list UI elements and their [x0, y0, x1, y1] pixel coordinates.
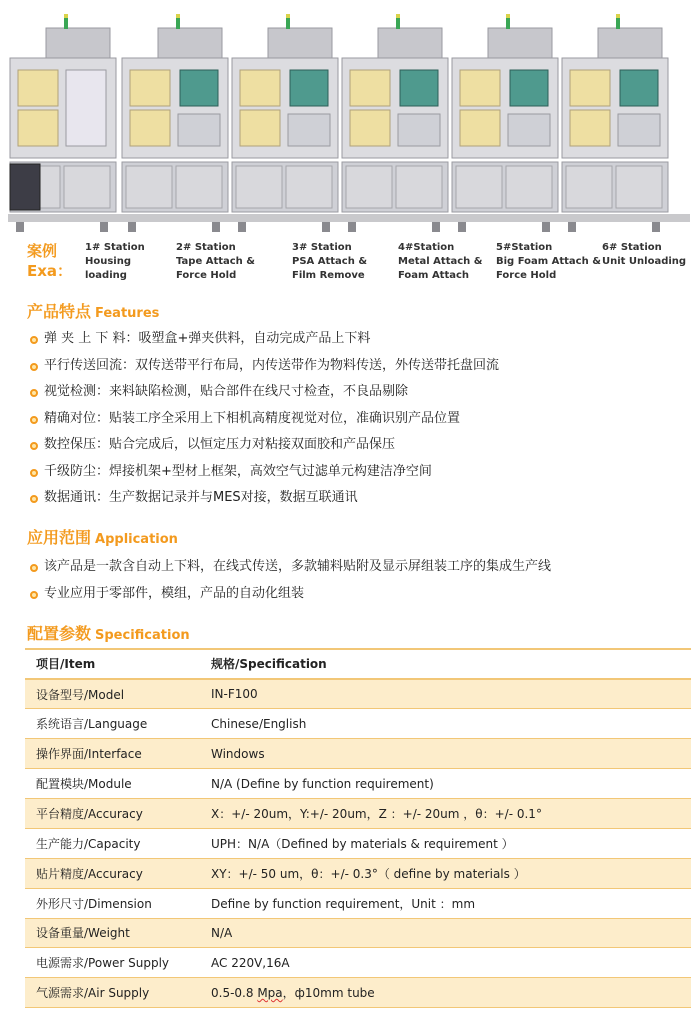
- application-list: [30, 554, 551, 607]
- application-title: [27, 525, 178, 548]
- bullet-icon: [30, 591, 38, 599]
- features-title-zh: 产品特点: [27, 302, 92, 321]
- lower-door: [286, 166, 332, 208]
- cabinet-window: [240, 70, 280, 106]
- foot: [16, 222, 24, 232]
- signal-light-icon: [286, 14, 290, 18]
- table-row: 外形尺寸/Dimension Define by function requirement，Unit ：mm: [25, 888, 691, 918]
- bullet-icon: [30, 442, 38, 450]
- monitor-icon: [180, 70, 218, 106]
- lower-door: [236, 166, 282, 208]
- cabinet-window: [240, 110, 280, 146]
- feature-item: 数控保压：贴合完成后，以恒定压力对粘接双面胶和产品保压: [30, 432, 499, 459]
- foot: [238, 222, 246, 232]
- cabinet-window: [570, 70, 610, 106]
- signal-tower-icon: [64, 17, 68, 29]
- monitor-icon: [620, 70, 658, 106]
- monitor-icon: [400, 70, 438, 106]
- foot: [322, 222, 330, 232]
- lower-door: [566, 166, 612, 208]
- station-label-1: 1# Station Housing loading: [85, 242, 145, 281]
- feature-item: 精确对位：贴装工序全采用上下相机高精度视觉对位，准确识别产品位置: [30, 406, 499, 433]
- example-label: [27, 241, 72, 281]
- feature-item: 视觉检测：来料缺陷检测，贴合部件在线尺寸检查，不良品剔除: [30, 379, 499, 406]
- specification-title-zh: 配置参数: [27, 624, 92, 643]
- table-row: 平台精度/Accuracy X：+/- 20um，Y:+/- 20um，Z ：+/- 20um ，θ：+/- 0.1°: [25, 798, 691, 828]
- bullet-icon: [30, 363, 38, 371]
- station-label-2: 2# Station Tape Attach & Force Hold: [176, 242, 255, 281]
- lower-door: [64, 166, 110, 208]
- example-label-en: Exa：: [27, 262, 73, 280]
- bullet-icon: [30, 564, 38, 572]
- cabinet-window: [350, 70, 390, 106]
- table-row: 配置模块/Module N/A (Define by function requirement): [25, 769, 691, 799]
- foot: [128, 222, 136, 232]
- feature-item: 平行传送回流：双传送带平行布局，内传送带作为物料传送，外传送带托盘回流: [30, 353, 499, 380]
- bullet-icon: [30, 469, 38, 477]
- work-area: [508, 114, 550, 146]
- foot: [348, 222, 356, 232]
- table-row: 设备重量/Weight N/A: [25, 918, 691, 948]
- table-row: 生产能力/Capacity UPH：N/A（Defined by materials & requirement ）: [25, 828, 691, 858]
- hood: [378, 28, 442, 58]
- application-title-en: Application: [95, 532, 178, 547]
- table-row: 设备型号/Model IN-F100: [25, 679, 691, 709]
- cabinet-window: [460, 110, 500, 146]
- cabinet-window: [570, 110, 610, 146]
- production-line-illustration: [8, 14, 690, 234]
- work-area: [178, 114, 220, 146]
- lower-door: [456, 166, 502, 208]
- foot: [432, 222, 440, 232]
- lower-door: [126, 166, 172, 208]
- signal-tower-icon: [396, 17, 400, 29]
- cabinet-window: [18, 110, 58, 146]
- table-row: 系统语言/Language Chinese/English: [25, 709, 691, 739]
- cabinet-door: [66, 70, 106, 146]
- signal-light-icon: [616, 14, 620, 18]
- hood: [268, 28, 332, 58]
- features-title-en: Features: [95, 306, 160, 321]
- features-list: [30, 326, 499, 512]
- features-title: [27, 299, 159, 322]
- feature-item: 弹 夹 上 下 料：吸塑盒+弹夹供料，自动完成产品上下料: [30, 326, 499, 353]
- specification-title: [27, 621, 190, 644]
- monitor-icon: [510, 70, 548, 106]
- hood: [158, 28, 222, 58]
- signal-light-icon: [176, 14, 180, 18]
- header-item: 项目/Item: [36, 657, 96, 672]
- application-item: 该产品是一款含自动上下料，在线式传送，多款辅料贴附及显示屏组装工序的集成生产线: [30, 554, 551, 581]
- bullet-icon: [30, 416, 38, 424]
- feature-item: 数据通讯：生产数据记录并与MES对接，数据互联通讯: [30, 485, 499, 512]
- monitor-icon: [290, 70, 328, 106]
- cabinet-window: [18, 70, 58, 106]
- foot: [458, 222, 466, 232]
- foot: [542, 222, 550, 232]
- foot: [100, 222, 108, 232]
- feature-item: 千级防尘：焊接机架+型材上框架，高效空气过滤单元构建洁净空间: [30, 459, 499, 486]
- table-row: 贴片精度/Accuracy XY：+/- 50 um，θ：+/- 0.3°（ define by materials ）: [25, 858, 691, 888]
- specification-title-en: Specification: [95, 628, 190, 643]
- station-label-3: 3# Station PSA Attach & Film Remove: [292, 242, 368, 281]
- specification-table: [25, 648, 691, 1008]
- example-label-zh: 案例: [27, 242, 58, 260]
- foot: [212, 222, 220, 232]
- station-label-6: 6# Station Unit Unloading: [602, 242, 687, 267]
- bullet-icon: [30, 495, 38, 503]
- cabinet-window: [130, 110, 170, 146]
- table-row: 电源需求/Power Supply AC 220V,16A: [25, 948, 691, 978]
- hood: [598, 28, 662, 58]
- signal-tower-icon: [176, 17, 180, 29]
- hood: [46, 28, 110, 58]
- lower-door: [346, 166, 392, 208]
- lower-door: [396, 166, 442, 208]
- station-label-4: 4#Station Metal Attach & Foam Attach: [398, 242, 483, 281]
- application-item: 专业应用于零部件，模组，产品的自动化组装: [30, 581, 551, 608]
- signal-light-icon: [506, 14, 510, 18]
- control-panel: [10, 164, 40, 210]
- work-area: [398, 114, 440, 146]
- bullet-icon: [30, 336, 38, 344]
- signal-light-icon: [396, 14, 400, 18]
- signal-tower-icon: [286, 17, 290, 29]
- hood: [488, 28, 552, 58]
- lower-door: [176, 166, 222, 208]
- station-label-5: 5#Station Big Foam Attach & Force Hold: [496, 242, 601, 281]
- table-row: 气源需求/Air Supply 0.5-0.8 Mpa，ф10mm tube: [25, 978, 691, 1008]
- cabinet-window: [460, 70, 500, 106]
- foot: [568, 222, 576, 232]
- signal-light-icon: [64, 14, 68, 18]
- table-row: 操作界面/Interface Windows: [25, 739, 691, 769]
- signal-tower-icon: [506, 17, 510, 29]
- signal-tower-icon: [616, 17, 620, 29]
- header-spec: 规格/Specification: [211, 657, 327, 672]
- work-area: [288, 114, 330, 146]
- lower-door: [616, 166, 662, 208]
- foot: [652, 222, 660, 232]
- cabinet-window: [130, 70, 170, 106]
- cabinet-window: [350, 110, 390, 146]
- lower-door: [506, 166, 552, 208]
- table-header-row: [25, 649, 691, 679]
- bullet-icon: [30, 389, 38, 397]
- application-title-zh: 应用范围: [27, 528, 92, 547]
- work-area: [618, 114, 660, 146]
